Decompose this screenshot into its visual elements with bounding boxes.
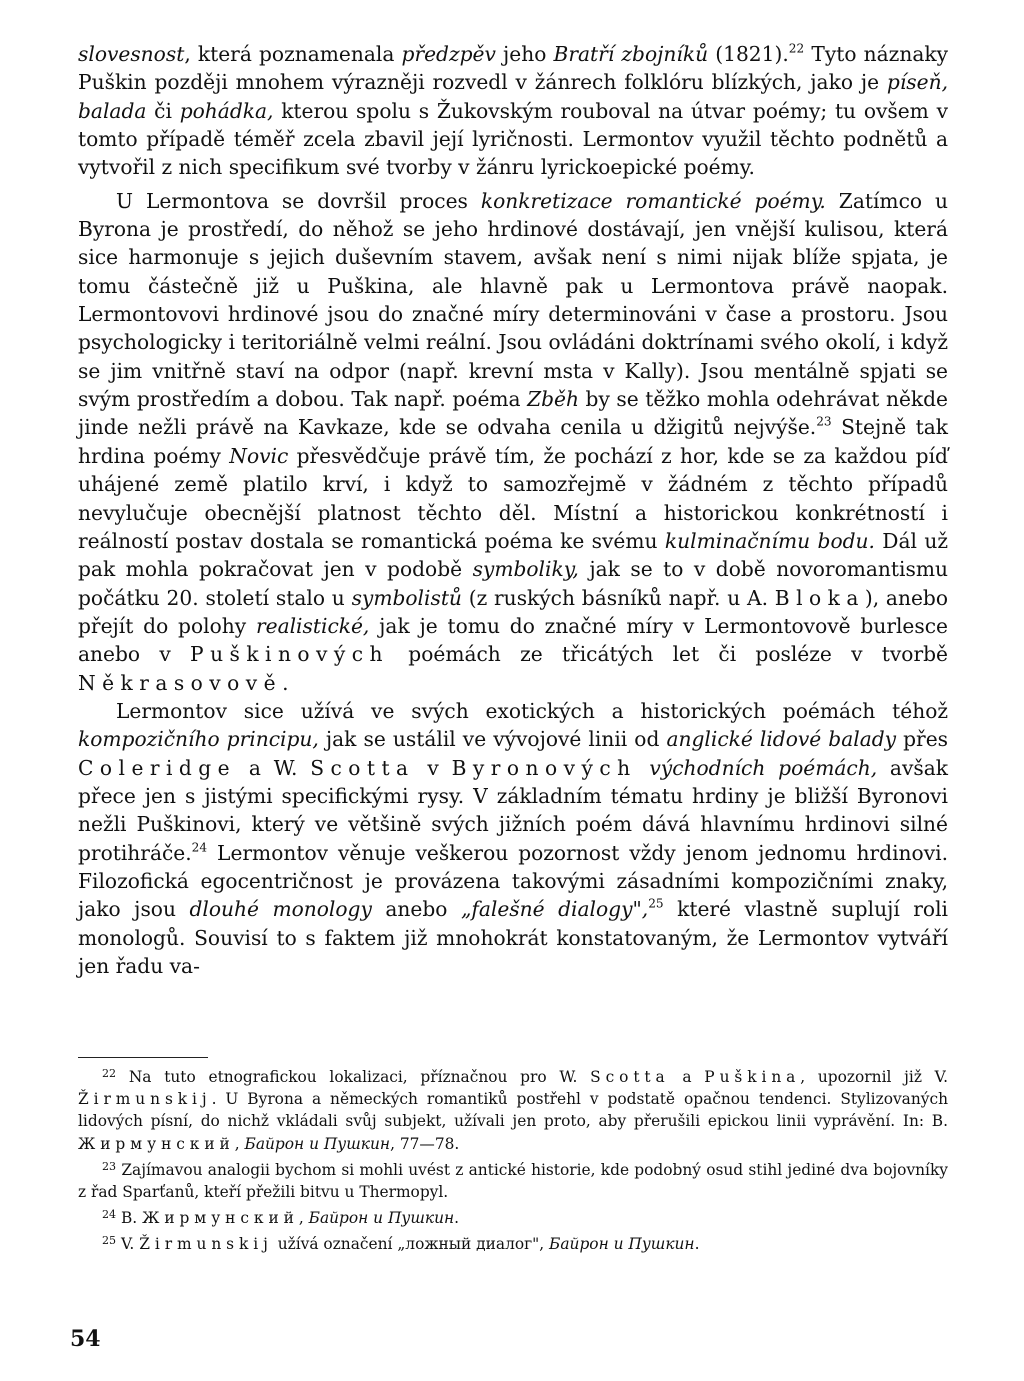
text-italic: Байрон и Пушкин [244,1134,391,1153]
text-italic: realistické, [255,613,370,638]
text-italic: píseň, balada [78,70,948,123]
text-run: U Lermontova se dovršil proces [116,188,481,213]
text-run: , [298,1209,309,1228]
text-run: Zajímavou analogii bychom si mohli uvést z antické historie, kde podobný osud stihl jediné dva bojovníky z řad Sparťanů, kteří přežili bitvu u Thermopyl. [78,1160,948,1202]
text-spaced: Puškina [704,1068,801,1086]
text-spaced: Byronových [451,755,637,780]
text-italic: Байрон и Пушкин [308,1209,455,1228]
text-run: . [282,670,289,695]
text-run: (1821). [708,42,789,66]
text-spaced: Žirmunskij [78,1090,212,1109]
text-run: jak se to v době novoromantismu počátku 20. století stalo u [78,557,948,610]
text-spaced: Puškinových [190,642,390,667]
text-run: Na tuto etnografickou lokalizaci, příznačnou pro W. [116,1068,591,1086]
text-run: jak je tomu do značné míry v Lermontovově burlesce anebo v [78,613,948,667]
text-run: jeho [495,42,554,66]
text-run: , [234,1134,245,1153]
text-run: či [146,98,180,123]
text-italic: konkretizace romantické poémy. [480,188,826,213]
footnote-number: 23 [102,1159,117,1173]
text-run: . [694,1235,700,1254]
text-run: jak se ustálil ve vývojové linii od [318,727,667,752]
footnote-number: 25 [102,1234,117,1248]
text-italic: kompozičního principu, [78,727,319,752]
footnotes [78,1066,948,1260]
text-run: avšak přece jen s jistými specifickými rysy. V základním tématu hrdiny je bližší Byronovi nežli Puškinovi, který ve většině svých jižních poém dává hlavnímu hrdinovi silné protihráče. [78,755,948,865]
text-run: . U Byrona a německých romantiků postřehl v podstatě opačnou tendenci. Stylizovaných lidových písní, do nichž vkládali svůj subjekt, užívali jen proto, aby přerušili epickou linii vyprávění. In: В. [78,1090,948,1131]
text-italic: symboliky, [472,557,579,582]
paragraph-1 [78,40,948,182]
text-run: v [414,755,452,780]
text-spaced: Coleridge [78,755,237,780]
text-run: . [454,1209,460,1228]
text-italic: Zběh [527,387,580,412]
text-spaced: Žirmunskij [139,1235,273,1254]
text-italic: pohádka, [179,98,274,123]
text-spaced: Někrasovově [78,670,283,695]
footnote-ref[interactable]: 22 [788,41,805,56]
text-run: a [669,1068,705,1086]
text-run: a W. [236,755,311,780]
text-italic: kulminačnímu bodu. [664,528,875,553]
footnote-22 [78,1066,948,1155]
text-run: Zatímco u Byrona je prostředí, do něhož se jeho hrdinové dostávají, jen vnější kulisou, která sice harmonuje s jejich duševním stavem, avšak není s nimi nijak blíže spjata, je tomu částečně již u Puškina, ale hlavně pak u Lermontova právě naopak. Lermontovovi hrdinové jsou do značné míry determinováni v čase a prostoru. Jsou psychologicky i teritoriálně velmi reální. Jsou ovládáni doktrínami svého okolí, i když se jim vnitřně staví na odpor (např. krevní msta v Kally). Jsou mentálně spjati se svým prostředím a dobou. Tak např. poéma [78,188,948,412]
text-italic: slovesnost [78,42,185,66]
text-run: přes [896,727,949,752]
text-run: které vlastně suplují roli monologů. Souvisí to s faktem již mnohokrát konstatovaným, že Lermontov vytváří jen řadu va- [78,897,949,978]
text-italic: anglické lidové balady [666,727,897,752]
text-italic: symbolistů [351,585,462,610]
text-run: V. [116,1235,140,1254]
text-run: В. [116,1209,143,1228]
text-run: ), anebo přejít do polohy [78,585,948,638]
text-run: by se těžko mohla odehrávat někde jinde nežli právě na Kavkaze, kde se odvaha cenila u džigitů nejvýše. [78,387,948,440]
text-run: , upozornil již V. [800,1068,948,1086]
footnote-ref[interactable]: 24 [191,840,208,855]
text-italic: Bratří zbojníků [553,42,709,66]
text-italic: dlouhé monology [189,897,372,922]
text-spaced: Жирмунский [78,1134,235,1153]
paragraph-3 [78,697,948,980]
main-text [78,40,948,980]
paragraph-2 [78,187,948,697]
page-content [78,40,948,980]
text-spaced: Scotta [590,1068,670,1086]
footnote-24 [78,1207,948,1229]
text-spaced: Scotta [310,755,415,780]
text-run: (z ruských básníků např. u A. [461,585,775,610]
text-run: Tyto náznaky Puškin později mnohem výrazněji rozvedl v žánrech folklóru blízkých, jako je [78,42,948,95]
text-italic: „falešné dialogy", [460,897,649,922]
text-italic: východních poémách, [649,755,878,780]
text-run: užívá označení „ложный диалог", [272,1235,550,1254]
text-run: přesvědčuje právě tím, že pochází z hor, kde se za každou píď uhájené země platilo krví, i když to samozřejmě v žádném z těchto případů nevylučuje obecnější platnost těchto děl. Místní a historickou konkrétností i reálností postav dostala se romantická poéma ke svému [78,443,948,553]
footnote-ref[interactable]: 25 [648,896,664,911]
text-run: , 77—78. [390,1134,460,1153]
text-spaced: Bloka [774,585,865,610]
footnote-divider [78,1057,208,1058]
text-run: anebo [371,897,461,922]
footnote-ref[interactable]: 23 [816,415,832,429]
text-run: poémách ze třicátých let či posléze v tvorbě [389,642,948,667]
text-run: Dál už pak mohla pokračovat jen v podobě [78,528,948,582]
text-run: Lermontov sice užívá ve svých exotických a historických poémách téhož [116,698,948,723]
text-italic: Novic [229,443,289,468]
footnote-number: 24 [102,1208,117,1222]
page-number: 54 [70,1326,101,1352]
text-run: Lermontov věnuje veškerou pozornost vždy jenom jednomu hrdinovi. Filozofická egocentričnost je provázena takovými zásadními kompozičními znaky, jako jsou [78,840,948,922]
footnote-25 [78,1233,948,1255]
text-run: , která poznamenala [184,42,402,66]
footnote-number: 22 [102,1067,117,1081]
text-run: kterou spolu s Žukovským rouboval na útvar poémy; tu ovšem v tomto případě téměř zcela zbavil její lyričnosti. Lermontov využil těchto podnětů a vytvořil z nich specifikum své tvorby v žánru lyrickoepické poémy. [78,98,948,180]
footnote-23 [78,1159,948,1203]
text-italic: předzpěv [401,42,496,66]
text-run: Stejně tak hrdina poémy [78,415,948,468]
text-run [637,756,650,780]
text-italic: Байрон и Пушкин [549,1235,695,1254]
text-spaced: Жирмунский [142,1209,299,1228]
